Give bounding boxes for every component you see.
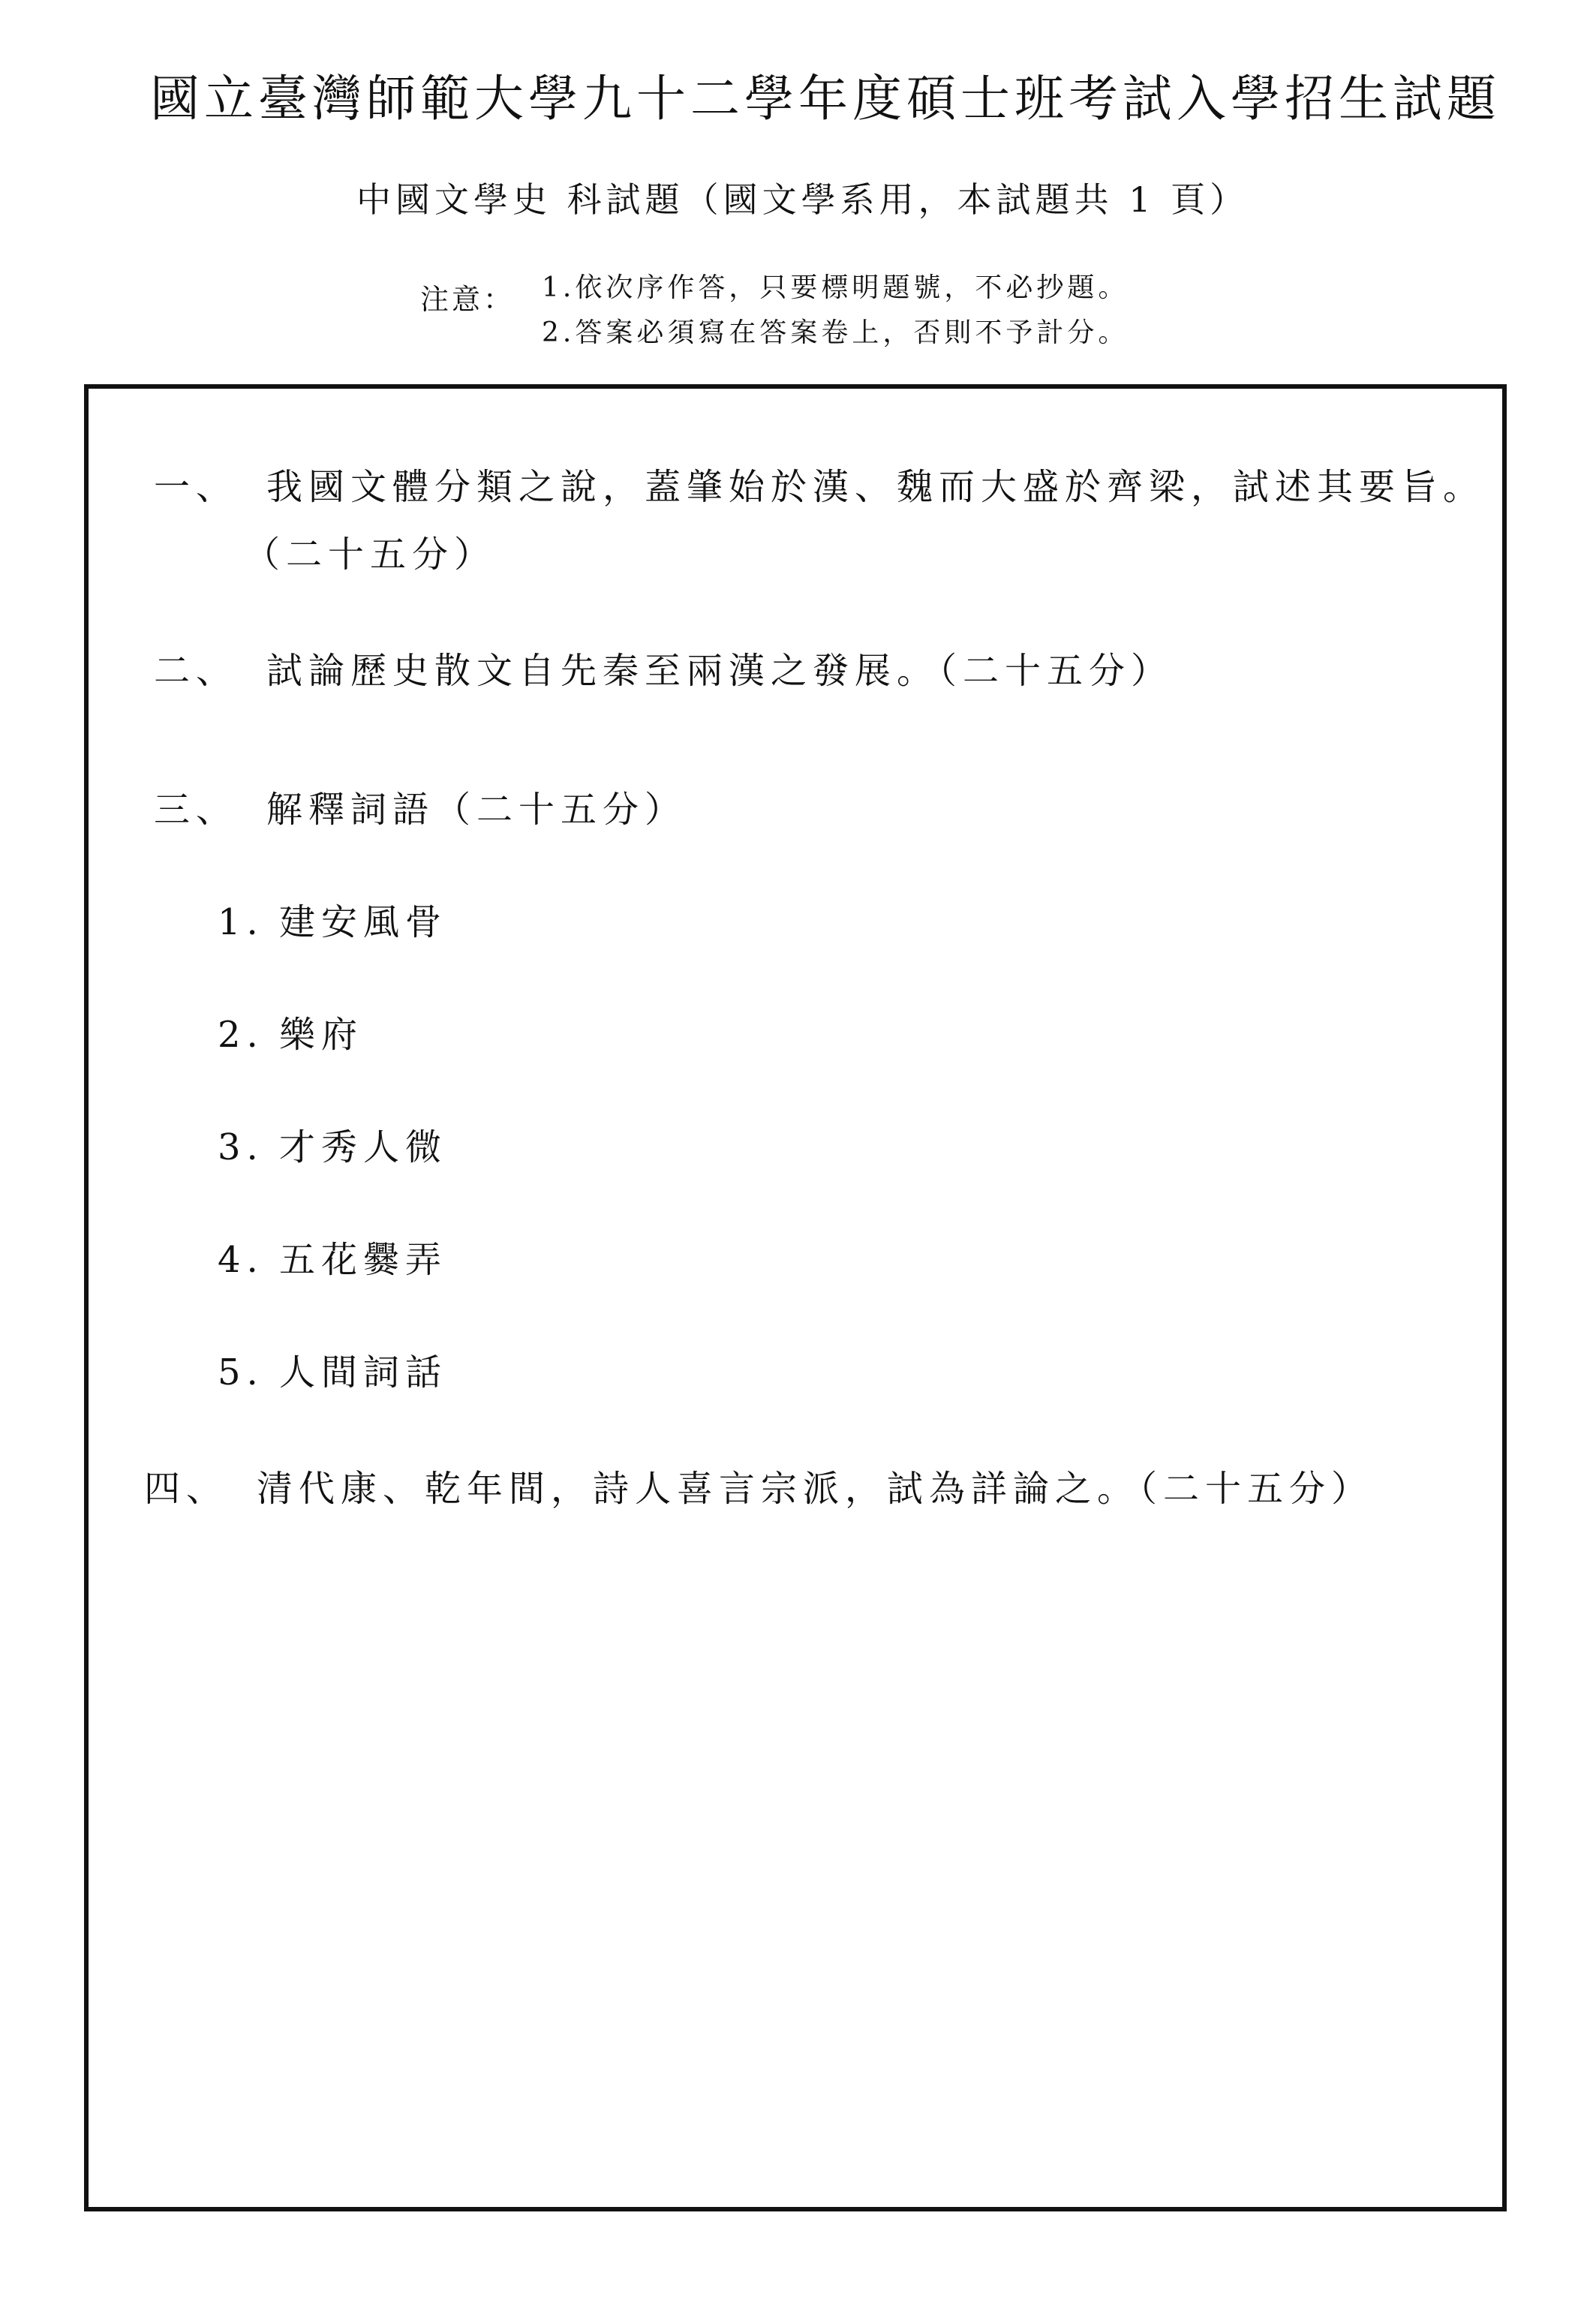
term-text: 樂府 — [279, 1014, 364, 1056]
notice-label: 注意： — [420, 283, 515, 316]
question-text: 清代康、乾年間，詩人喜言宗派，試為詳論之。（二十五分） — [257, 1468, 1374, 1510]
question-number: 二、 — [154, 650, 239, 692]
subject-line: 中國文學史 科試題（國文學系用，本試題共 1 頁） — [356, 179, 1249, 220]
term-item — [218, 893, 447, 945]
question-4 — [144, 1460, 1373, 1511]
term-number: 3. — [218, 1126, 264, 1168]
term-item — [218, 1343, 447, 1395]
notice-item: 1.依次序作答，只要標明題號，不必抄題。 — [542, 272, 1129, 303]
exam-title: 國立臺灣師範大學九十二學年度碩士班考試入學招生試題 — [150, 70, 1501, 128]
term-number: 1. — [218, 901, 264, 943]
term-item — [218, 1231, 447, 1282]
term-text: 才秀人微 — [279, 1126, 448, 1168]
question-1 — [154, 458, 1485, 510]
question-number: 三、 — [154, 789, 239, 831]
question-points: （二十五分） — [244, 534, 497, 576]
term-number: 5. — [218, 1351, 264, 1394]
question-number: 一、 — [154, 466, 239, 508]
term-item — [218, 1006, 363, 1057]
term-item — [218, 1118, 447, 1170]
question-number: 四、 — [144, 1468, 229, 1510]
term-number: 4. — [218, 1239, 264, 1281]
question-text: 試論歷史散文自先秦至兩漢之發展。（二十五分） — [266, 650, 1174, 692]
question-3 — [154, 780, 687, 832]
question-2 — [154, 642, 1173, 693]
term-text: 五花爨弄 — [279, 1239, 448, 1281]
term-number: 2. — [218, 1014, 264, 1056]
term-text: 建安風骨 — [279, 901, 448, 943]
question-text: 我國文體分類之說，蓋肇始於漢、魏而大盛於齊梁，試述其要旨。 — [266, 466, 1486, 508]
term-text: 人間詞話 — [279, 1351, 448, 1394]
question-text: 解釋詞語（二十五分） — [266, 789, 687, 831]
notice-item: 2.答案必須寫在答案卷上，否則不予計分。 — [542, 317, 1129, 348]
